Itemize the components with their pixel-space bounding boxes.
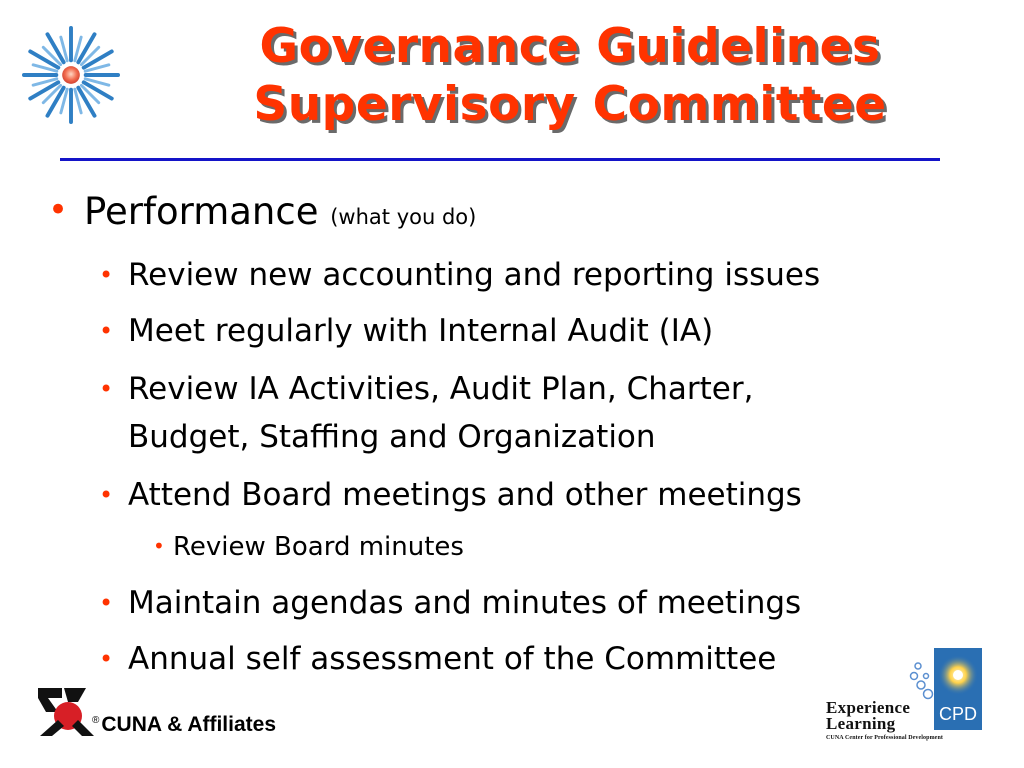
cpd-subtitle: CUNA Center for Professional Development	[826, 735, 943, 741]
list-item-continuation	[128, 414, 656, 460]
bullet-icon: •	[99, 375, 114, 403]
starburst-logo-icon	[22, 26, 120, 124]
list-item-performance	[48, 190, 477, 239]
list-item-text: Review IA Activities, Audit Plan, Charter,	[128, 371, 754, 407]
bullet-icon: •	[99, 261, 114, 289]
bullet-icon: •	[99, 317, 114, 345]
list-item-text: Meet regularly with Internal Audit (IA)	[128, 313, 714, 349]
list-item	[99, 366, 754, 412]
list-item-text: Attend Board meetings and other meetings	[128, 477, 802, 513]
sunburst-icon	[934, 648, 982, 704]
bullet-icon: •	[99, 645, 114, 673]
title-line-2: Supervisory Committee	[253, 77, 887, 132]
list-item-text: Review new accounting and reporting issues	[128, 257, 821, 293]
list-item-text: Annual self assessment of the Committee	[128, 641, 777, 677]
list-item	[99, 252, 821, 298]
list-item-note: (what you do)	[330, 205, 477, 229]
title-line-1: Governance Guidelines	[259, 19, 881, 74]
cuna-affiliates-label: ®CUNA & Affiliates	[92, 713, 276, 736]
list-item	[99, 580, 802, 626]
list-item-text: Budget, Staffing and Organization	[128, 419, 656, 455]
list-item	[99, 308, 714, 354]
bullet-icon: •	[99, 481, 114, 509]
list-item-text: Performance	[84, 190, 319, 233]
cpd-label: CPD	[938, 704, 977, 724]
list-item	[99, 472, 802, 518]
bullet-icon: •	[153, 534, 165, 558]
sub-list-item	[153, 530, 464, 564]
list-item-text: Maintain agendas and minutes of meetings	[128, 585, 802, 621]
bullet-icon: •	[48, 190, 69, 230]
list-item	[99, 636, 777, 682]
experience-learning-label: Experience Learning	[826, 698, 911, 733]
list-item-text: Review Board minutes	[173, 532, 464, 562]
title-divider	[60, 158, 940, 161]
bullet-icon: •	[99, 589, 114, 617]
slide-title	[150, 18, 990, 134]
